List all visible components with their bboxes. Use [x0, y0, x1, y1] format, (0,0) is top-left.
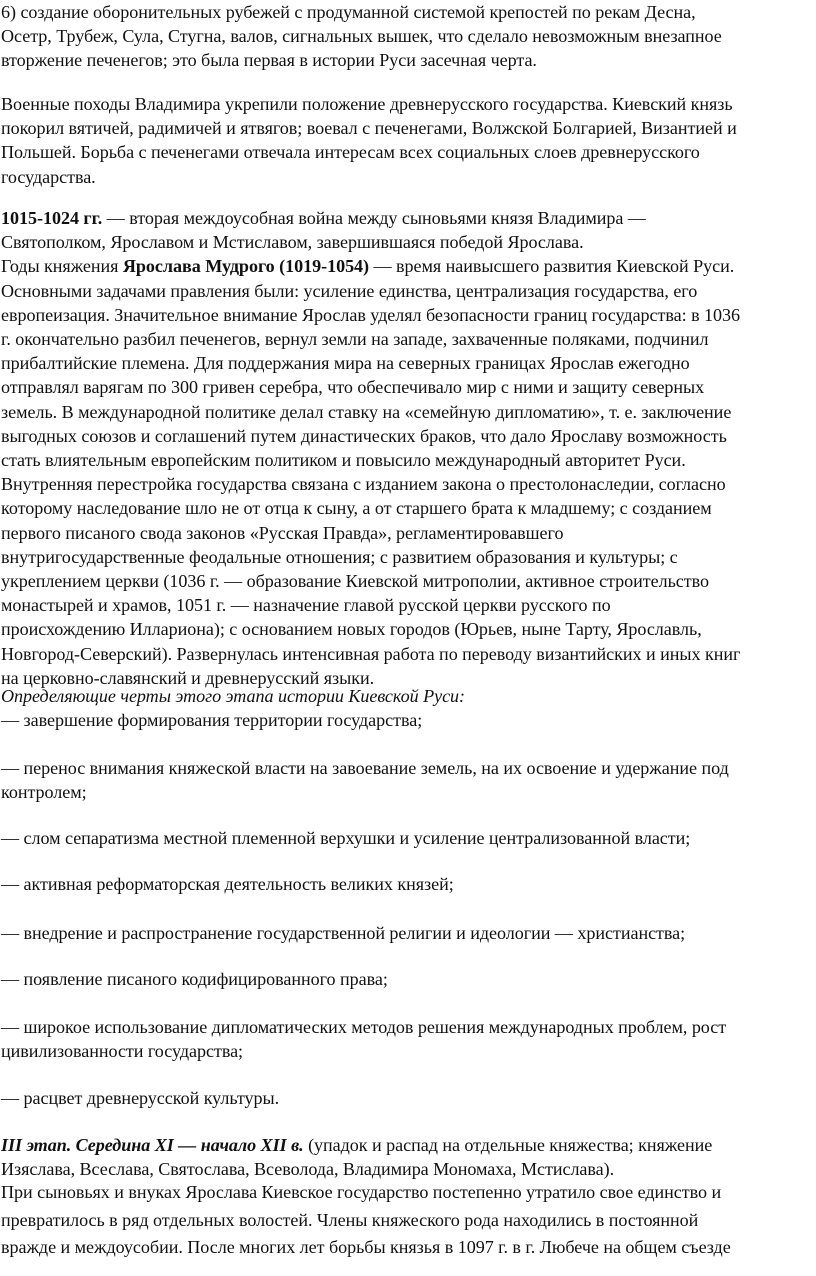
list-item	[1, 1086, 816, 1110]
paragraph-stage-3-body	[1, 1179, 816, 1262]
stage-title: III этап. Середина XI — начало XII в.	[1, 1135, 304, 1155]
text-line: г. окончательно разбил печенегов, вернул земли на западе, захваченные поляками, подчинил	[1, 329, 709, 350]
text-fragment: Годы княжения	[1, 256, 123, 277]
text-line: выгодных союзов и соглашений путем династических браков, что дало Ярославу возможность	[1, 425, 727, 446]
section-heading: Определяющие черты этого этапа истории Киевской Руси:	[1, 686, 466, 706]
text-line: цивилизованности государства;	[1, 1041, 244, 1062]
text-line: Осетр, Трубеж, Сула, Стугна, валов, сигнальных вышек, что сделало невозможным внезапное	[1, 26, 722, 47]
text-line: — слом сепаратизма местной племенной верхушки и усиление централизованной власти;	[1, 828, 691, 848]
text-line: Польшей. Борьба с печенегами отвечала интересам всех социальных слоев древнерусского	[1, 142, 700, 163]
paragraph-campaigns	[1, 92, 816, 189]
list-item	[1, 921, 816, 945]
text-line	[1, 1133, 816, 1157]
text-fragment: — время наивысшего развития Киевской Руси.	[369, 256, 735, 277]
text-line: первого писаного свода законов «Русская Правда», регламентировавшего	[1, 522, 564, 543]
text-line: При сыновьях и внуках Ярослава Киевское государство постепенно утратило свое единство и	[1, 1182, 722, 1202]
text-line: европеизация. Значительное внимание Ярослав уделял безопасности границ государства: в 1036	[1, 304, 741, 325]
text-line: — перенос внимания княжеской власти на завоевание земель, на их освоение и удержание под	[1, 758, 729, 778]
text-line: земель. В международной политике делал ставку на «семейную дипломатию», т. е. заключение	[1, 401, 732, 422]
text-line: прибалтийские племена. Для поддержания мира на северных границах Ярослав ежегодно	[1, 353, 690, 374]
text-line: превратилось в ряд отдельных волостей. Члены княжеского рода находились в постоянной	[1, 1209, 699, 1230]
paragraph-stage-3-heading	[1, 1133, 816, 1181]
text-line: укреплением церкви (1036 г. — образование Киевской митрополии, активное строительство	[1, 571, 709, 592]
list-item	[1, 756, 816, 804]
text-line: стать влиятельным европейским политиком и повысило международный авторитет Руси.	[1, 450, 686, 471]
text-line: происхождению Иллариона); с основанием новых городов (Юрьев, ныне Тарту, Ярославль,	[1, 619, 702, 640]
text-line: Святополком, Ярославом и Мстиславом, завершившаяся победой Ярослава.	[1, 232, 584, 253]
ruler-name: Ярослава Мудрого (1019-1054)	[122, 256, 370, 277]
text-line: контролем;	[1, 782, 87, 803]
text-fragment: — вторая междоусобная война между сыновьями князя Владимира —	[102, 208, 646, 228]
paragraph-fortifications	[1, 0, 816, 73]
text-line: Изяслава, Всеслава, Святослава, Всеволода, Владимира Мономаха, Мстислава).	[1, 1159, 615, 1180]
text-line: монастырей и храмов, 1051 г. — назначение главой русской церкви русского по	[1, 595, 611, 616]
text-line: — внедрение и распространение государственной религии и идеологии — христианства;	[1, 923, 686, 943]
text-line	[1, 254, 816, 278]
text-line: Основными задачами правления были: усиление единства, централизация государства, его	[1, 280, 698, 301]
text-line: Новгород-Северский). Развернулась интенсивная работа по переводу византийских и иных книг	[1, 643, 741, 664]
text-line: государства.	[1, 166, 96, 187]
text-line: — появление писаного кодифицированного права;	[1, 969, 388, 989]
text-fragment: (упадок и распад на отдельные княжества; княжение	[303, 1135, 713, 1155]
text-line: вражде и междоусобии. После многих лет борьбы князья в 1097 г. в г. Любече на общем съезде	[1, 1237, 731, 1257]
text-line: вторжение печенегов; это была первая в истории Руси засечная черта.	[1, 50, 537, 71]
text-line: которому наследование шло не от отца к сыну, а от старшего брата к младшему; с созданием	[1, 498, 712, 519]
text-line: Внутренняя перестройка государства связана с изданием закона о престолонаследии, согласно	[1, 474, 726, 495]
text-line: отправлял варягам по 300 гривен серебра, что обеспечивало мир с ними и защиту северных	[1, 377, 705, 398]
list-item	[1, 1015, 816, 1063]
list-item	[1, 967, 816, 991]
features-heading-block	[1, 684, 816, 708]
text-line: — расцвет древнерусской культуры.	[1, 1088, 280, 1108]
list-item	[1, 826, 816, 850]
list-item	[1, 872, 816, 896]
text-line: 6) создание оборонительных рубежей с продуманной системой крепостей по рекам Десна,	[1, 2, 696, 22]
text-line: Военные походы Владимира укрепили положение древнерусского государства. Киевский князь	[1, 94, 733, 114]
text-line: покорил вятичей, радимичей и ятвягов; воевал с печенегами, Волжской Болгарией, Византией и	[1, 118, 737, 139]
date-range: 1015-1024 гг.	[1, 208, 103, 228]
text-line: — завершение формирования территории государства;	[1, 710, 423, 730]
text-line	[1, 206, 816, 230]
text-line: — активная реформаторская деятельность великих князей;	[1, 874, 454, 894]
text-line: — широкое использование дипломатических методов решения международных проблем, рост	[1, 1017, 727, 1037]
text-line: внутригосударственные феодальные отношения; с развитием образования и культуры; с	[1, 546, 678, 567]
text-line: на церковно-славянский и древнерусский языки.	[1, 667, 375, 688]
paragraph-yaroslav	[1, 206, 816, 690]
list-item	[1, 708, 816, 732]
